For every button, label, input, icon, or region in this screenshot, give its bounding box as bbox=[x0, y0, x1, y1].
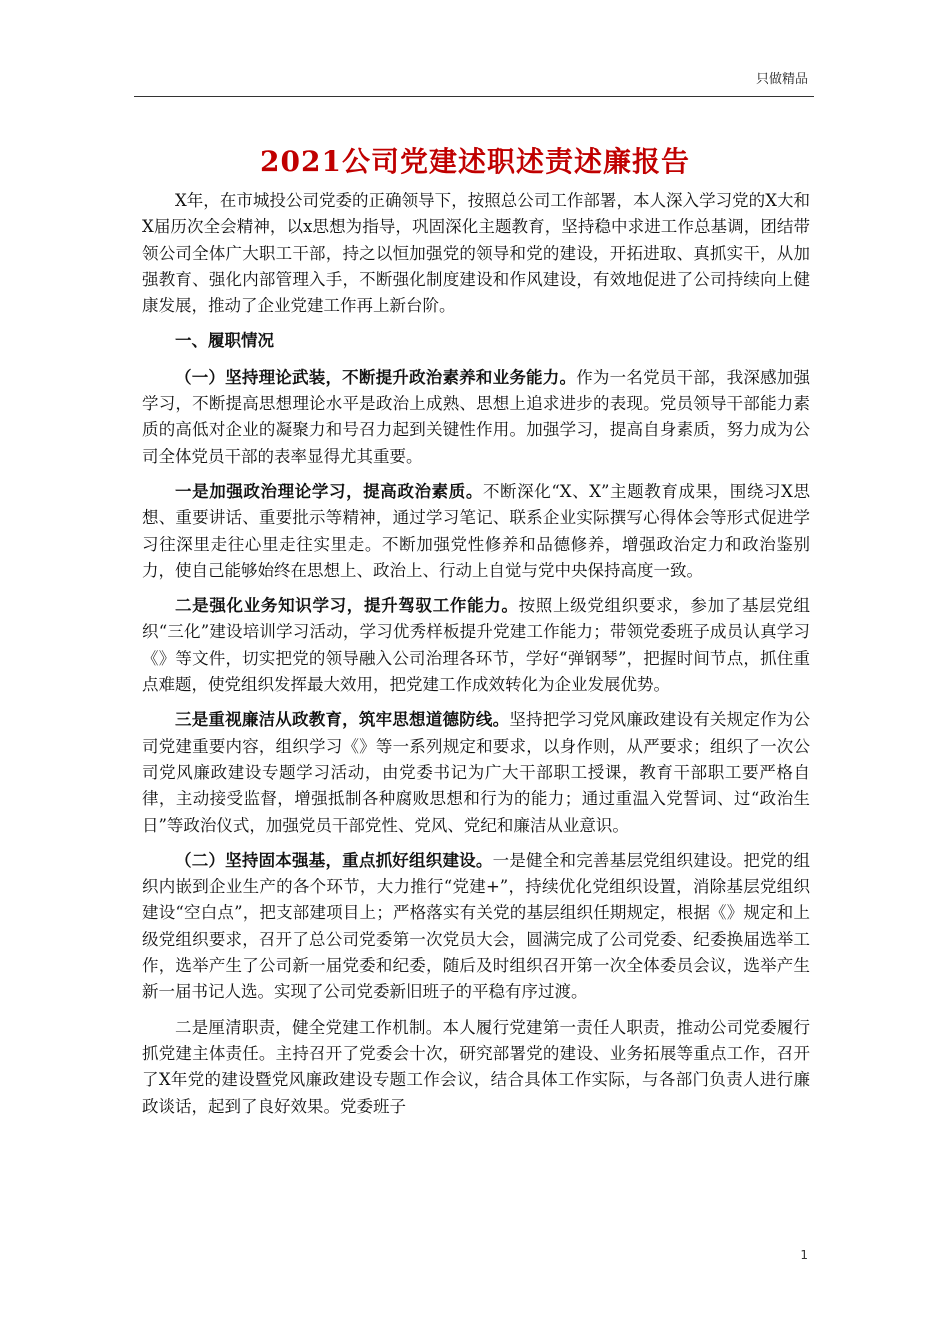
paragraph-lead: 二是强化业务知识学习，提升驾驭工作能力。 bbox=[175, 596, 519, 616]
header-divider bbox=[134, 96, 814, 97]
paragraph-text: X年，在市城投公司党委的正确领导下，按照总公司工作部署，本人深入学习党的X大和X届历次全会精神，以x思想为指导，巩固深化主题教育，坚持稳中求进工作总基调，团结带领公司全体广大职工干部，持之以恒加强党的领导和党的建设，开拓进取、真抓实干，从加强教育、强化内部管理入手，不断强化制度建设和作风建设，有效地促进了公司持续向上健康发展，推动了企业党建工作再上新台阶。 bbox=[142, 191, 810, 316]
paragraph-lead: （一）坚持理论武装，不断提升政治素养和业务能力。 bbox=[175, 367, 577, 387]
paragraph-text: 二是厘清职责，健全党建工作机制。本人履行党建第一责任人职责，推动公司党委履行抓党建主体责任。主持召开了党委会十次，研究部署党的建设、业务拓展等重点工作，召开了X年党的建设暨党风廉政建设专题工作会议，结合具体工作实际，与各部门负责人进行廉政谈话，起到了良好效果。党委班子 bbox=[142, 1017, 810, 1116]
section-heading: 一、履职情况 bbox=[175, 331, 274, 351]
paragraph-lead: 一是加强政治理论学习，提高政治素质。 bbox=[175, 481, 483, 501]
paragraph-lead: 三是重视廉洁从政教育，筑牢思想道德防线。 bbox=[175, 710, 510, 730]
page-header: 只做精品 bbox=[755, 72, 808, 87]
paragraph-lead: （二）坚持固本强基，重点抓好组织建设。 bbox=[175, 850, 493, 870]
paragraph-text: 作为一名党员干部，我深感加强学习，不断提高思想理论水平是政治上成熟、思想上追求进步的表现。党员领导干部能力素质的高低对企业的凝聚力和号召力起到关键性作用。加强学习，提高自身素质，努力成为公司全体党员干部的表率显得尤其重要。 bbox=[142, 367, 811, 466]
paragraph-text: 不断深化“X、X”主题教育成果，围绕习X思想、重要讲话、重要批示等精神，通过学习笔记、联系企业实际撰写心得体会等形式促进学习往深里走往心里走往实里走。不断加强党性修养和品德修养，增强政治定力和政治鉴别力，使自己能够始终在思想上、政治上、行动上自觉与党中央保持高度一致。 bbox=[142, 481, 810, 580]
paragraph-point-1 bbox=[142, 479, 810, 584]
paragraph-point-2 bbox=[142, 593, 810, 698]
document-body bbox=[142, 188, 810, 1129]
paragraph-point-4 bbox=[142, 1015, 810, 1120]
paragraph-point-3 bbox=[142, 707, 810, 838]
paragraph-text: 一是健全和完善基层党组织建设。把党的组织内嵌到企业生产的各个环节，大力推行“党建+”，持续优化党组织设置，消除基层党组织建设“空白点”，把支部建项目上；严格落实有关党的基层组织任期规定，根据《》规定和上级党组织要求，召开了总公司党委第一次党员大会，圆满完成了公司党委、纪委换届选举工作，选举产生了公司新一届党委和纪委，随后及时组织召开第一次全体委员会议，选举产生新一届书记人选。实现了公司党委新旧班子的平稳有序过渡。 bbox=[142, 850, 811, 1002]
paragraph-subsection-1 bbox=[142, 365, 810, 470]
document-title: 2021公司党建述职述责述廉报告 bbox=[260, 145, 690, 178]
paragraph-text: 坚持把学习党风廉政建设有关规定作为公司党建重要内容，组织学习《》等一系列规定和要求，以身作则，从严要求；组织了一次公司党风廉政建设专题学习活动，由党委书记为广大干部职工授课，教育干部职工要严格自律，主动接受监督，增强抵制各种腐败思想和行为的能力；通过重温入党誓词、过“政治生日”等政治仪式，加强党员干部党性、党风、党纪和廉洁从业意识。 bbox=[142, 710, 811, 835]
paragraph-subsection-2 bbox=[142, 848, 810, 1006]
intro-paragraph bbox=[142, 188, 810, 319]
paragraph-text: 按照上级党组织要求，参加了基层党组织“三化”建设培训学习活动，学习优秀样板提升党建工作能力；带领党委班子成员认真学习《》等文件，切实把党的领导融入公司治理各环节，学好“弹钢琴”，把握时间节点，抓住重点难题，使党组织发挥最大效用，把党建工作成效转化为企业发展优势。 bbox=[142, 596, 811, 695]
page-number: 1 bbox=[800, 1248, 808, 1262]
